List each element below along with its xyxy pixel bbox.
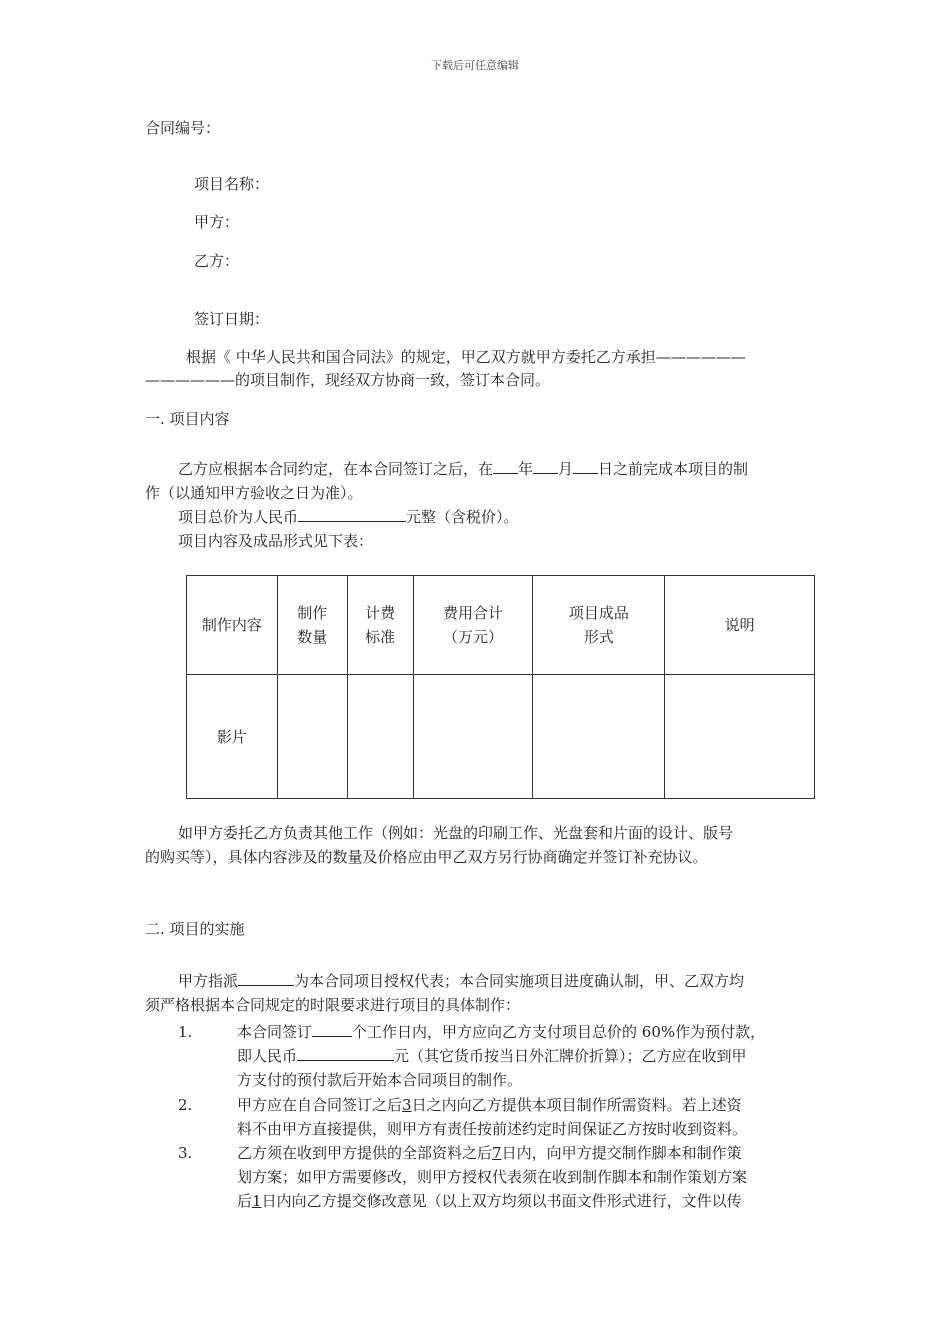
header-cell-deliverable: 项目成品 形式: [533, 576, 665, 675]
project-name-label: 项目名称：: [194, 175, 270, 193]
table-cell: [347, 675, 413, 799]
table-header-row: [187, 576, 815, 675]
representative-blank: [238, 969, 294, 986]
intro-line-2: ——————的项目制作，现经双方协商一致，签订本合同。: [145, 371, 551, 389]
party-a-label: 甲方：: [194, 213, 240, 231]
other-work-line-2: 的购买等），具体内容涉及的数量及价格应由甲乙双方另行协商确定并签订补充协议。: [145, 848, 708, 866]
intro-line-1: 根据《 中华人民共和国合同法》的规定，甲乙双方就甲方委托乙方承担——————: [186, 348, 746, 366]
list-item-number: 3.: [178, 1144, 193, 1162]
header-cell-total: 费用合计 （万元）: [413, 576, 533, 675]
section-1-title: 一. 项目内容: [145, 410, 230, 428]
list-item-1-line-3: 方支付的预付款后开始本合同项目的制作。: [237, 1071, 523, 1089]
total-price-line: [178, 505, 519, 529]
project-content-table: [186, 575, 815, 799]
list-item-2-line-2: 料不由甲方直接提供，则甲方有责任按前述约定时间保证乙方按时收到资料。: [237, 1120, 748, 1138]
deadline-text-d: 日之前完成本项目的制: [598, 460, 749, 478]
month-blank: [533, 457, 558, 474]
header-cell-billing: 计费 标准: [347, 576, 413, 675]
section-2-paragraph-1-line-2: 须严格根据本合同规定的时限要求进行项目的具体制作：: [145, 996, 521, 1014]
sign-date-label: 签订日期：: [194, 310, 270, 328]
table-cell: [277, 675, 347, 799]
section-2-title: 二. 项目的实施: [145, 920, 245, 938]
list-item-1-line-1: 本合同签订 个工作日内，甲方应向乙方支付项目总价的 60%作为预付款，: [237, 1020, 765, 1044]
workdays-blank: [312, 1020, 352, 1037]
total-price-unit: 元整（含税价）。: [406, 508, 519, 526]
prepayment-blank: [297, 1044, 394, 1061]
list-item-number: 2.: [178, 1096, 193, 1114]
section-1-paragraph-1-line-2: 作（以通知甲方验收之日为准）。: [145, 484, 363, 502]
list-item-3-line-2: 划方案；如甲方需要修改，则甲方授权代表须在收到制作脚本和制作策划方案: [237, 1168, 748, 1186]
table-cell: 影片: [187, 675, 278, 799]
year-label: 年: [518, 460, 534, 478]
section-2-paragraph-1: [178, 969, 744, 993]
table-intro-line: 项目内容及成品形式见下表：: [178, 532, 374, 550]
total-price-label: 项目总价为人民币: [178, 508, 299, 526]
deadline-text-a: 乙方应根据本合同约定，在本合同签订之后，在: [178, 460, 494, 478]
contract-number-label: 合同编号：: [145, 119, 221, 137]
section-1-paragraph-1: [178, 457, 748, 481]
representative-label: 甲方指派: [178, 972, 239, 990]
list-item-2-line-1: 甲方应在自合同签订之后3日之内向乙方提供本项目制作所需资料。若上述资: [237, 1096, 742, 1114]
table-cell: [665, 675, 815, 799]
party-b-label: 乙方：: [194, 252, 240, 270]
header-cell-quantity: 制作 数量: [277, 576, 347, 675]
page-header-note: 下载后可任意编辑: [431, 59, 519, 72]
month-label: 月: [558, 460, 574, 478]
table-row: [187, 675, 815, 799]
header-cell-content: 制作内容: [187, 576, 278, 675]
header-cell-notes: 说明: [665, 576, 815, 675]
list-item-1-line-2: 即人民币 元（其它货币按当日外汇牌价折算）；乙方应在收到甲: [237, 1044, 747, 1068]
table-cell: [413, 675, 533, 799]
total-price-blank: [298, 505, 406, 522]
representative-text: 为本合同项目授权代表；本合同实施项目进度确认制，甲、乙双方均: [294, 972, 745, 990]
other-work-line-1: 如甲方委托乙方负责其他工作（例如：光盘的印刷工作、光盘套和片面的设计、版号: [178, 824, 734, 842]
year-blank: [493, 457, 518, 474]
list-item-3-line-3: 后1日内向乙方提交修改意见（以上双方均须以书面文件形式进行，文件以传: [237, 1192, 742, 1210]
table-cell: [533, 675, 665, 799]
list-item-number: 1.: [178, 1023, 193, 1041]
list-item-3-line-1: 乙方须在收到甲方提供的全部资料之后7日内，向甲方提交制作脚本和制作策: [237, 1144, 742, 1162]
day-blank: [573, 457, 598, 474]
